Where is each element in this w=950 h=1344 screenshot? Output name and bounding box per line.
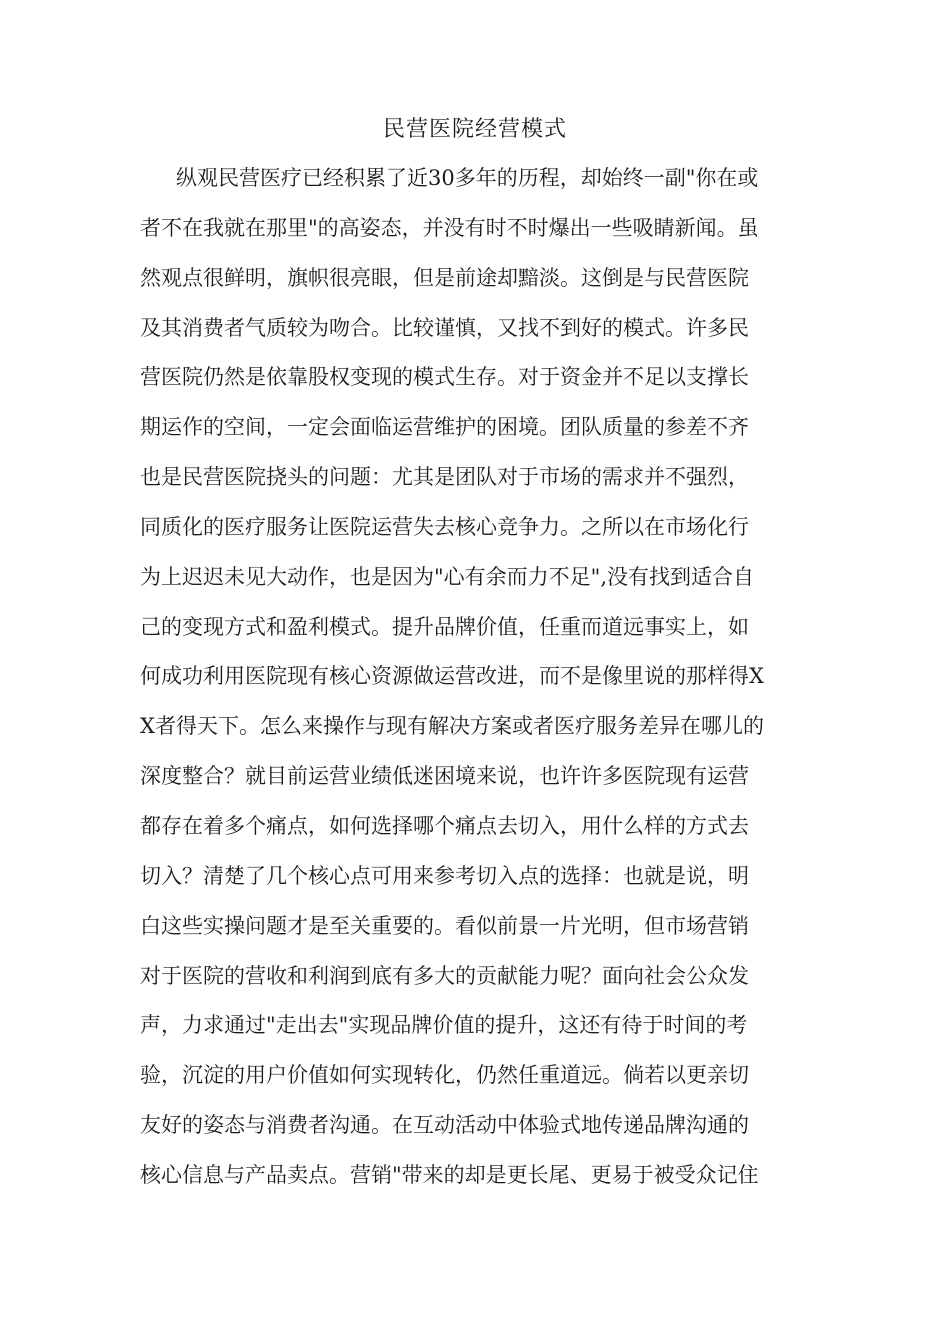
body-line: X者得天下。怎么来操作与现有解决方案或者医疗服务差异在哪儿的 <box>140 714 764 739</box>
body-line: 营医院仍然是依靠股权变现的模式生存。对于资金并不足以支撑长 <box>140 365 749 390</box>
body-line: 何成功利用医院现有核心资源做运营改进，而不是像里说的那样得X <box>140 664 764 689</box>
body-line: 友好的姿态与消费者沟通。在互动活动中体验式地传递品牌沟通的 <box>140 1113 749 1138</box>
body-line: 深度整合？就目前运营业绩低迷困境来说，也许许多医院现有运营 <box>140 764 749 789</box>
body-line: 白这些实操问题才是至关重要的。看似前景一片光明，但市场营销 <box>140 913 749 938</box>
body-line: 然观点很鲜明，旗帜很亮眼，但是前途却黯淡。这倒是与民营医院 <box>140 265 749 290</box>
body-line: 期运作的空间，一定会面临运营维护的困境。团队质量的参差不齐 <box>140 415 749 440</box>
body-line: 都存在着多个痛点，如何选择哪个痛点去切入，用什么样的方式去 <box>140 813 749 838</box>
body-line: 声，力求通过"走出去"实现品牌价值的提升，这还有待于时间的考 <box>140 1013 748 1038</box>
body-line: 验，沉淀的用户价值如何实现转化，仍然任重道远。倘若以更亲切 <box>140 1063 749 1088</box>
document-title: 民营医院经营模式 <box>382 117 567 142</box>
body-line: 同质化的医疗服务让医院运营失去核心竞争力。之所以在市场化行 <box>140 514 749 539</box>
body-line: 己的变现方式和盈利模式。提升品牌价值，任重而道远事实上，如 <box>140 614 749 639</box>
body-line: 核心信息与产品卖点。营销"带来的却是更长尾、更易于被受众记住 <box>140 1162 759 1187</box>
body-line: 者不在我就在那里"的高姿态，并没有时不时爆出一些吸睛新闻。虽 <box>140 215 759 240</box>
body-line: 也是民营医院挠头的问题：尤其是团队对于市场的需求并不强烈， <box>140 465 749 490</box>
document-body <box>140 154 805 1201</box>
body-line: 及其消费者气质较为吻合。比较谨慎，又找不到好的模式。许多民 <box>140 315 749 340</box>
body-line: 切入？清楚了几个核心点可用来参考切入点的选择：也就是说，明 <box>140 863 749 888</box>
body-line: 对于医院的营收和利润到底有多大的贡献能力呢？面向社会公众发 <box>140 963 749 988</box>
body-line: 为上迟迟未见大动作，也是因为"心有余而力不足",没有找到适合自 <box>140 564 754 589</box>
body-line: 纵观民营医疗已经积累了近30多年的历程，却始终一副"你在或 <box>176 166 759 190</box>
